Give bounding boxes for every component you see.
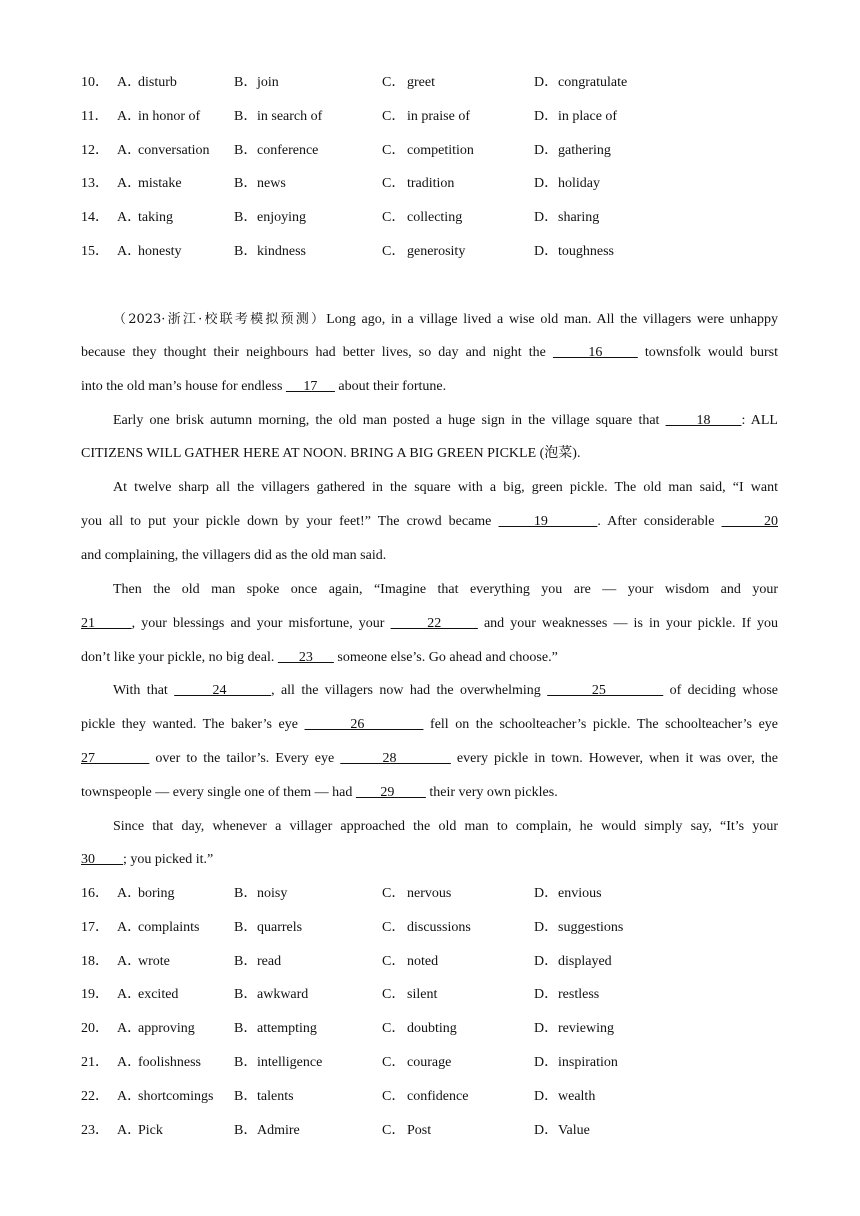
option-d: sharing xyxy=(558,210,600,225)
option-d: congratulate xyxy=(558,75,628,90)
option-c: doubting xyxy=(407,1021,457,1036)
blank-20: 20 xyxy=(721,514,779,529)
option-letter-b: B． xyxy=(234,176,258,191)
option-d: in place of xyxy=(558,109,618,124)
passage-text: and your weaknesses — is in your pickle. If you xyxy=(477,616,779,631)
option-d: inspiration xyxy=(558,1055,618,1070)
option-d: wealth xyxy=(558,1089,596,1104)
passage-line xyxy=(113,681,778,701)
passage-line xyxy=(81,850,778,870)
question-number: 14． xyxy=(81,210,109,225)
option-letter-a: A． xyxy=(117,210,142,225)
question-row xyxy=(0,1053,860,1073)
option-c: collecting xyxy=(407,210,463,225)
passage-line xyxy=(81,444,778,464)
option-letter-b: B． xyxy=(234,954,258,969)
option-letter-b: B． xyxy=(234,143,258,158)
passage-text: and complaining, the villagers did as the old man said. xyxy=(81,548,387,563)
option-letter-b: B． xyxy=(234,987,258,1002)
passage-line xyxy=(113,580,778,600)
option-a: in honor of xyxy=(138,109,201,124)
passage-line xyxy=(81,648,778,668)
passage-text: Since that day, whenever a villager approached the old man to complain, he would simply say, “It’s your xyxy=(113,819,778,834)
passage-text: Long ago, in a village lived a wise old man. All the villagers were unhappy xyxy=(326,312,778,327)
option-letter-c: C． xyxy=(382,1055,406,1070)
option-b: conference xyxy=(257,143,319,158)
question-row xyxy=(0,208,860,228)
option-letter-a: A． xyxy=(117,75,142,90)
blank-23: 23 xyxy=(277,650,334,665)
option-b: Admire xyxy=(257,1123,300,1138)
option-letter-c: C． xyxy=(382,143,406,158)
passage-text: Then the old man spoke once again, “Imagine that everything you are — your wisdom and your xyxy=(113,582,778,597)
passage-line xyxy=(113,478,778,498)
option-letter-a: A． xyxy=(117,1089,142,1104)
option-letter-d: D． xyxy=(534,1055,559,1070)
question-number: 18． xyxy=(81,954,109,969)
option-a: wrote xyxy=(138,954,170,969)
option-letter-d: D． xyxy=(534,176,559,191)
option-letter-d: D． xyxy=(534,987,559,1002)
question-number: 12． xyxy=(81,143,109,158)
option-d: holiday xyxy=(558,176,600,191)
passage-line xyxy=(81,614,778,634)
option-b: awkward xyxy=(257,987,309,1002)
option-b: news xyxy=(257,176,286,191)
question-number: 20． xyxy=(81,1021,109,1036)
question-number: 17． xyxy=(81,920,109,935)
option-letter-a: A． xyxy=(117,987,142,1002)
option-letter-a: A． xyxy=(117,1123,142,1138)
blank-18: 18 xyxy=(665,413,742,428)
passage-line xyxy=(81,343,778,363)
option-c: courage xyxy=(407,1055,452,1070)
option-letter-d: D． xyxy=(534,143,559,158)
option-letter-a: A． xyxy=(117,109,142,124)
option-letter-c: C． xyxy=(382,176,406,191)
option-letter-c: C． xyxy=(382,109,406,124)
option-c: competition xyxy=(407,143,474,158)
question-row xyxy=(0,985,860,1005)
option-b: quarrels xyxy=(257,920,303,935)
option-b: intelligence xyxy=(257,1055,323,1070)
option-a: approving xyxy=(138,1021,195,1036)
option-letter-a: A． xyxy=(117,176,142,191)
blank-22: 22 xyxy=(390,616,478,631)
option-letter-d: D． xyxy=(534,886,559,901)
option-letter-b: B． xyxy=(234,210,258,225)
option-a: foolishness xyxy=(138,1055,201,1070)
option-letter-d: D． xyxy=(534,1021,559,1036)
question-row xyxy=(0,1087,860,1107)
option-c: silent xyxy=(407,987,438,1002)
option-a: excited xyxy=(138,987,179,1002)
option-d: suggestions xyxy=(558,920,624,935)
question-row xyxy=(0,1121,860,1141)
question-row xyxy=(0,73,860,93)
option-letter-a: A． xyxy=(117,886,142,901)
option-letter-d: D． xyxy=(534,954,559,969)
option-letter-b: B． xyxy=(234,1123,258,1138)
option-letter-d: D． xyxy=(534,1123,559,1138)
passage-line xyxy=(81,783,778,803)
option-letter-a: A． xyxy=(117,1055,142,1070)
option-d: displayed xyxy=(558,954,612,969)
passage-text: pickle they wanted. The baker’s eye xyxy=(81,717,305,732)
blank-17: 17 xyxy=(285,379,335,394)
passage-line xyxy=(113,411,778,431)
option-c: tradition xyxy=(407,176,455,191)
option-a: mistake xyxy=(138,176,182,191)
passage-text: fell on the schoolteacher’s pickle. The schoolteacher’s eye xyxy=(423,717,778,732)
option-c: greet xyxy=(407,75,435,90)
option-letter-d: D． xyxy=(534,244,559,259)
question-number: 10． xyxy=(81,75,109,90)
option-c: in praise of xyxy=(407,109,470,124)
passage-text: CITIZENS WILL GATHER HERE AT NOON. BRING A BIG GREEN PICKLE (泡菜). xyxy=(81,446,581,461)
option-letter-d: D． xyxy=(534,210,559,225)
question-row xyxy=(0,1019,860,1039)
option-d: reviewing xyxy=(558,1021,614,1036)
question-row xyxy=(0,242,860,262)
option-letter-a: A． xyxy=(117,244,142,259)
option-letter-c: C． xyxy=(382,954,406,969)
option-letter-b: B． xyxy=(234,75,258,90)
option-letter-c: C． xyxy=(382,1089,406,1104)
blank-29: 29 xyxy=(355,785,426,800)
passage-text: about their fortune. xyxy=(334,379,447,394)
option-b: read xyxy=(257,954,282,969)
option-letter-c: C． xyxy=(382,886,406,901)
passage-text: someone else’s. Go ahead and choose.” xyxy=(333,650,558,665)
option-letter-b: B． xyxy=(234,244,258,259)
passage-text: , all the villagers now had the overwhelming xyxy=(271,683,548,698)
passage-text: into the old man’s house for endless xyxy=(81,379,286,394)
blank-26: 26 xyxy=(304,717,424,732)
option-a: honesty xyxy=(138,244,182,259)
option-letter-a: A． xyxy=(117,954,142,969)
option-a: shortcomings xyxy=(138,1089,214,1104)
option-a: Pick xyxy=(138,1123,163,1138)
option-letter-d: D． xyxy=(534,1089,559,1104)
option-a: taking xyxy=(138,210,173,225)
blank-30: 30 xyxy=(81,852,123,867)
option-b: talents xyxy=(257,1089,294,1104)
option-c: nervous xyxy=(407,886,452,901)
option-a: boring xyxy=(138,886,175,901)
question-number: 15． xyxy=(81,244,109,259)
passage-line xyxy=(81,715,778,735)
question-row xyxy=(0,141,860,161)
option-c: noted xyxy=(407,954,439,969)
passage-text: don’t like your pickle, no big deal. xyxy=(81,650,278,665)
option-a: disturb xyxy=(138,75,177,90)
question-row xyxy=(0,107,860,127)
option-letter-c: C． xyxy=(382,244,406,259)
passage-text: because they thought their neighbours had better lives, so day and night the xyxy=(81,345,553,360)
passage-text: . After considerable xyxy=(597,514,722,529)
passage-text: , your blessings and your misfortune, your xyxy=(131,616,391,631)
option-d: gathering xyxy=(558,143,611,158)
option-letter-c: C． xyxy=(382,75,406,90)
passage-line xyxy=(81,546,778,566)
passage-text: over to the tailor’s. Every eye xyxy=(149,751,341,766)
passage-text: their very own pickles. xyxy=(425,785,558,800)
option-b: join xyxy=(257,75,279,90)
passage-text: : ALL xyxy=(741,413,778,428)
option-letter-b: B． xyxy=(234,109,258,124)
option-letter-c: C． xyxy=(382,987,406,1002)
question-number: 23． xyxy=(81,1123,109,1138)
passage-line xyxy=(81,749,778,769)
option-c: Post xyxy=(407,1123,432,1138)
question-row xyxy=(0,884,860,904)
passage-text: every pickle in town. However, when it was over, the xyxy=(450,751,779,766)
option-letter-c: C． xyxy=(382,1021,406,1036)
passage-line xyxy=(81,377,778,397)
question-number: 11． xyxy=(81,109,109,124)
blank-21: 21 xyxy=(81,616,132,631)
passage-source: （2023·浙江·校联考模拟预测） xyxy=(113,312,327,327)
passage-text: townsfolk would burst xyxy=(637,345,779,360)
passage-text: townspeople — every single one of them — had xyxy=(81,785,356,800)
option-b: attempting xyxy=(257,1021,317,1036)
option-b: kindness xyxy=(257,244,306,259)
passage-text: Early one brisk autumn morning, the old man posted a huge sign in the village square that xyxy=(113,413,666,428)
option-letter-d: D． xyxy=(534,109,559,124)
option-d: toughness xyxy=(558,244,614,259)
blank-28: 28 xyxy=(340,751,451,766)
option-letter-b: B． xyxy=(234,920,258,935)
blank-16: 16 xyxy=(552,345,638,360)
option-b: in search of xyxy=(257,109,323,124)
option-d: Value xyxy=(558,1123,590,1138)
option-c: discussions xyxy=(407,920,471,935)
option-letter-a: A． xyxy=(117,143,142,158)
question-row xyxy=(0,918,860,938)
passage-line xyxy=(113,310,778,330)
passage-line xyxy=(113,817,778,837)
option-b: enjoying xyxy=(257,210,306,225)
option-letter-a: A． xyxy=(117,1021,142,1036)
blank-25: 25 xyxy=(547,683,664,698)
passage-text: ; you picked it.” xyxy=(123,852,214,867)
option-letter-a: A． xyxy=(117,920,142,935)
question-number: 21． xyxy=(81,1055,109,1070)
option-letter-d: D． xyxy=(534,75,559,90)
option-letter-c: C． xyxy=(382,1123,406,1138)
question-number: 16． xyxy=(81,886,109,901)
option-letter-b: B． xyxy=(234,1055,258,1070)
passage-text: With that xyxy=(113,683,175,698)
blank-24: 24 xyxy=(174,683,272,698)
question-number: 19． xyxy=(81,987,109,1002)
option-c: generosity xyxy=(407,244,466,259)
option-letter-b: B． xyxy=(234,1089,258,1104)
question-number: 22． xyxy=(81,1089,109,1104)
passage-text: of deciding whose xyxy=(663,683,779,698)
question-row xyxy=(0,952,860,972)
passage-line xyxy=(81,512,778,532)
option-d: restless xyxy=(558,987,600,1002)
passage-text: At twelve sharp all the villagers gathered in the square with a big, green pickle. The old man said, “I want xyxy=(113,480,778,495)
option-letter-c: C． xyxy=(382,210,406,225)
passage-text: you all to put your pickle down by your feet!” The crowd became xyxy=(81,514,499,529)
blank-19: 19 xyxy=(498,514,598,529)
option-d: envious xyxy=(558,886,602,901)
option-a: conversation xyxy=(138,143,210,158)
option-b: noisy xyxy=(257,886,288,901)
question-number: 13． xyxy=(81,176,109,191)
option-letter-d: D． xyxy=(534,920,559,935)
blank-27: 27 xyxy=(81,751,150,766)
option-letter-b: B． xyxy=(234,886,258,901)
question-row xyxy=(0,174,860,194)
option-c: confidence xyxy=(407,1089,469,1104)
option-a: complaints xyxy=(138,920,200,935)
option-letter-c: C． xyxy=(382,920,406,935)
option-letter-b: B． xyxy=(234,1021,258,1036)
